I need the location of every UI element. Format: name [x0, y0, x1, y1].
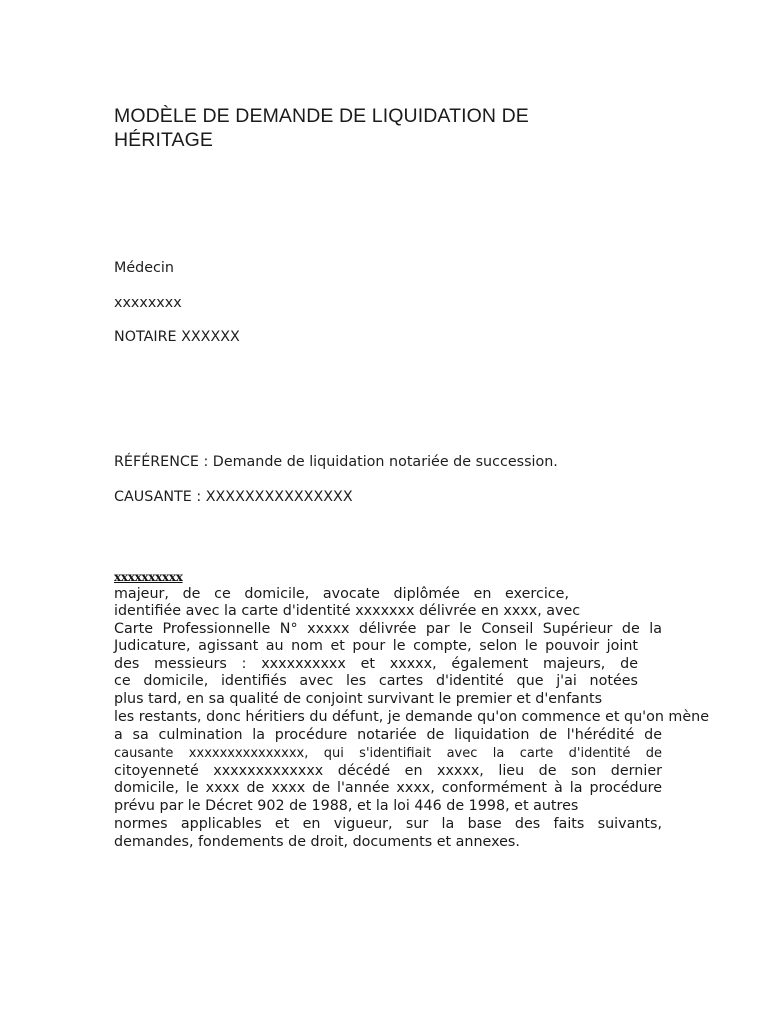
party-name: xxxxxxxxxx	[114, 570, 183, 584]
causante-line: CAUSANTE : XXXXXXXXXXXXXXX	[114, 489, 353, 505]
body-line: des messieurs : xxxxxxxxxx et xxxxx, également majeurs, de	[114, 656, 638, 672]
body-line: Carte Professionnelle N° xxxxx délivrée par le Conseil Supérieur de la	[114, 621, 662, 637]
title-line-2: HÉRITAGE	[114, 129, 214, 151]
reference-line: RÉFÉRENCE : Demande de liquidation notariée de succession.	[114, 454, 558, 470]
recipient-line-1: Médecin	[114, 260, 174, 276]
body-line: a sa culmination la procédure notariée de liquidation de l'hérédité de	[114, 727, 662, 743]
body-line: Judicature, agissant au nom et pour le compte, selon le pouvoir joint	[114, 638, 638, 654]
recipient-line-2: xxxxxxxx	[114, 295, 182, 311]
body-line: plus tard, en sa qualité de conjoint survivant le premier et d'enfants	[114, 691, 603, 707]
body-line: demandes, fondements de droit, documents et annexes.	[114, 834, 520, 850]
body-line: les restants, donc héritiers du défunt, je demande qu'on commence et qu'on mène	[114, 709, 710, 725]
body-line: domicile, le xxxx de xxxx de l'année xxxx, conformément à la procédure	[114, 780, 662, 796]
body-line: causante xxxxxxxxxxxxxxx, qui s'identifiait avec la carte d'identité de	[114, 746, 662, 761]
body-line: identifiée avec la carte d'identité xxxxxxx délivrée en xxxx, avec	[114, 603, 581, 619]
body-line: prévu par le Décret 902 de 1988, et la loi 446 de 1998, et autres	[114, 798, 579, 814]
body-line: normes applicables et en vigueur, sur la base des faits suivants,	[114, 816, 662, 832]
document-title	[114, 104, 634, 152]
recipient-line-3: NOTAIRE XXXXXX	[114, 329, 240, 345]
body-line: ce domicile, identifiés avec les cartes d'identité que j'ai notées	[114, 673, 638, 689]
body-line: citoyenneté xxxxxxxxxxxxx décédé en xxxxx, lieu de son dernier	[114, 763, 662, 779]
body-line: majeur, de ce domicile, avocate diplômée en exercice,	[114, 586, 569, 602]
title-line-1: MODÈLE DE DEMANDE DE LIQUIDATION DE	[114, 105, 529, 127]
